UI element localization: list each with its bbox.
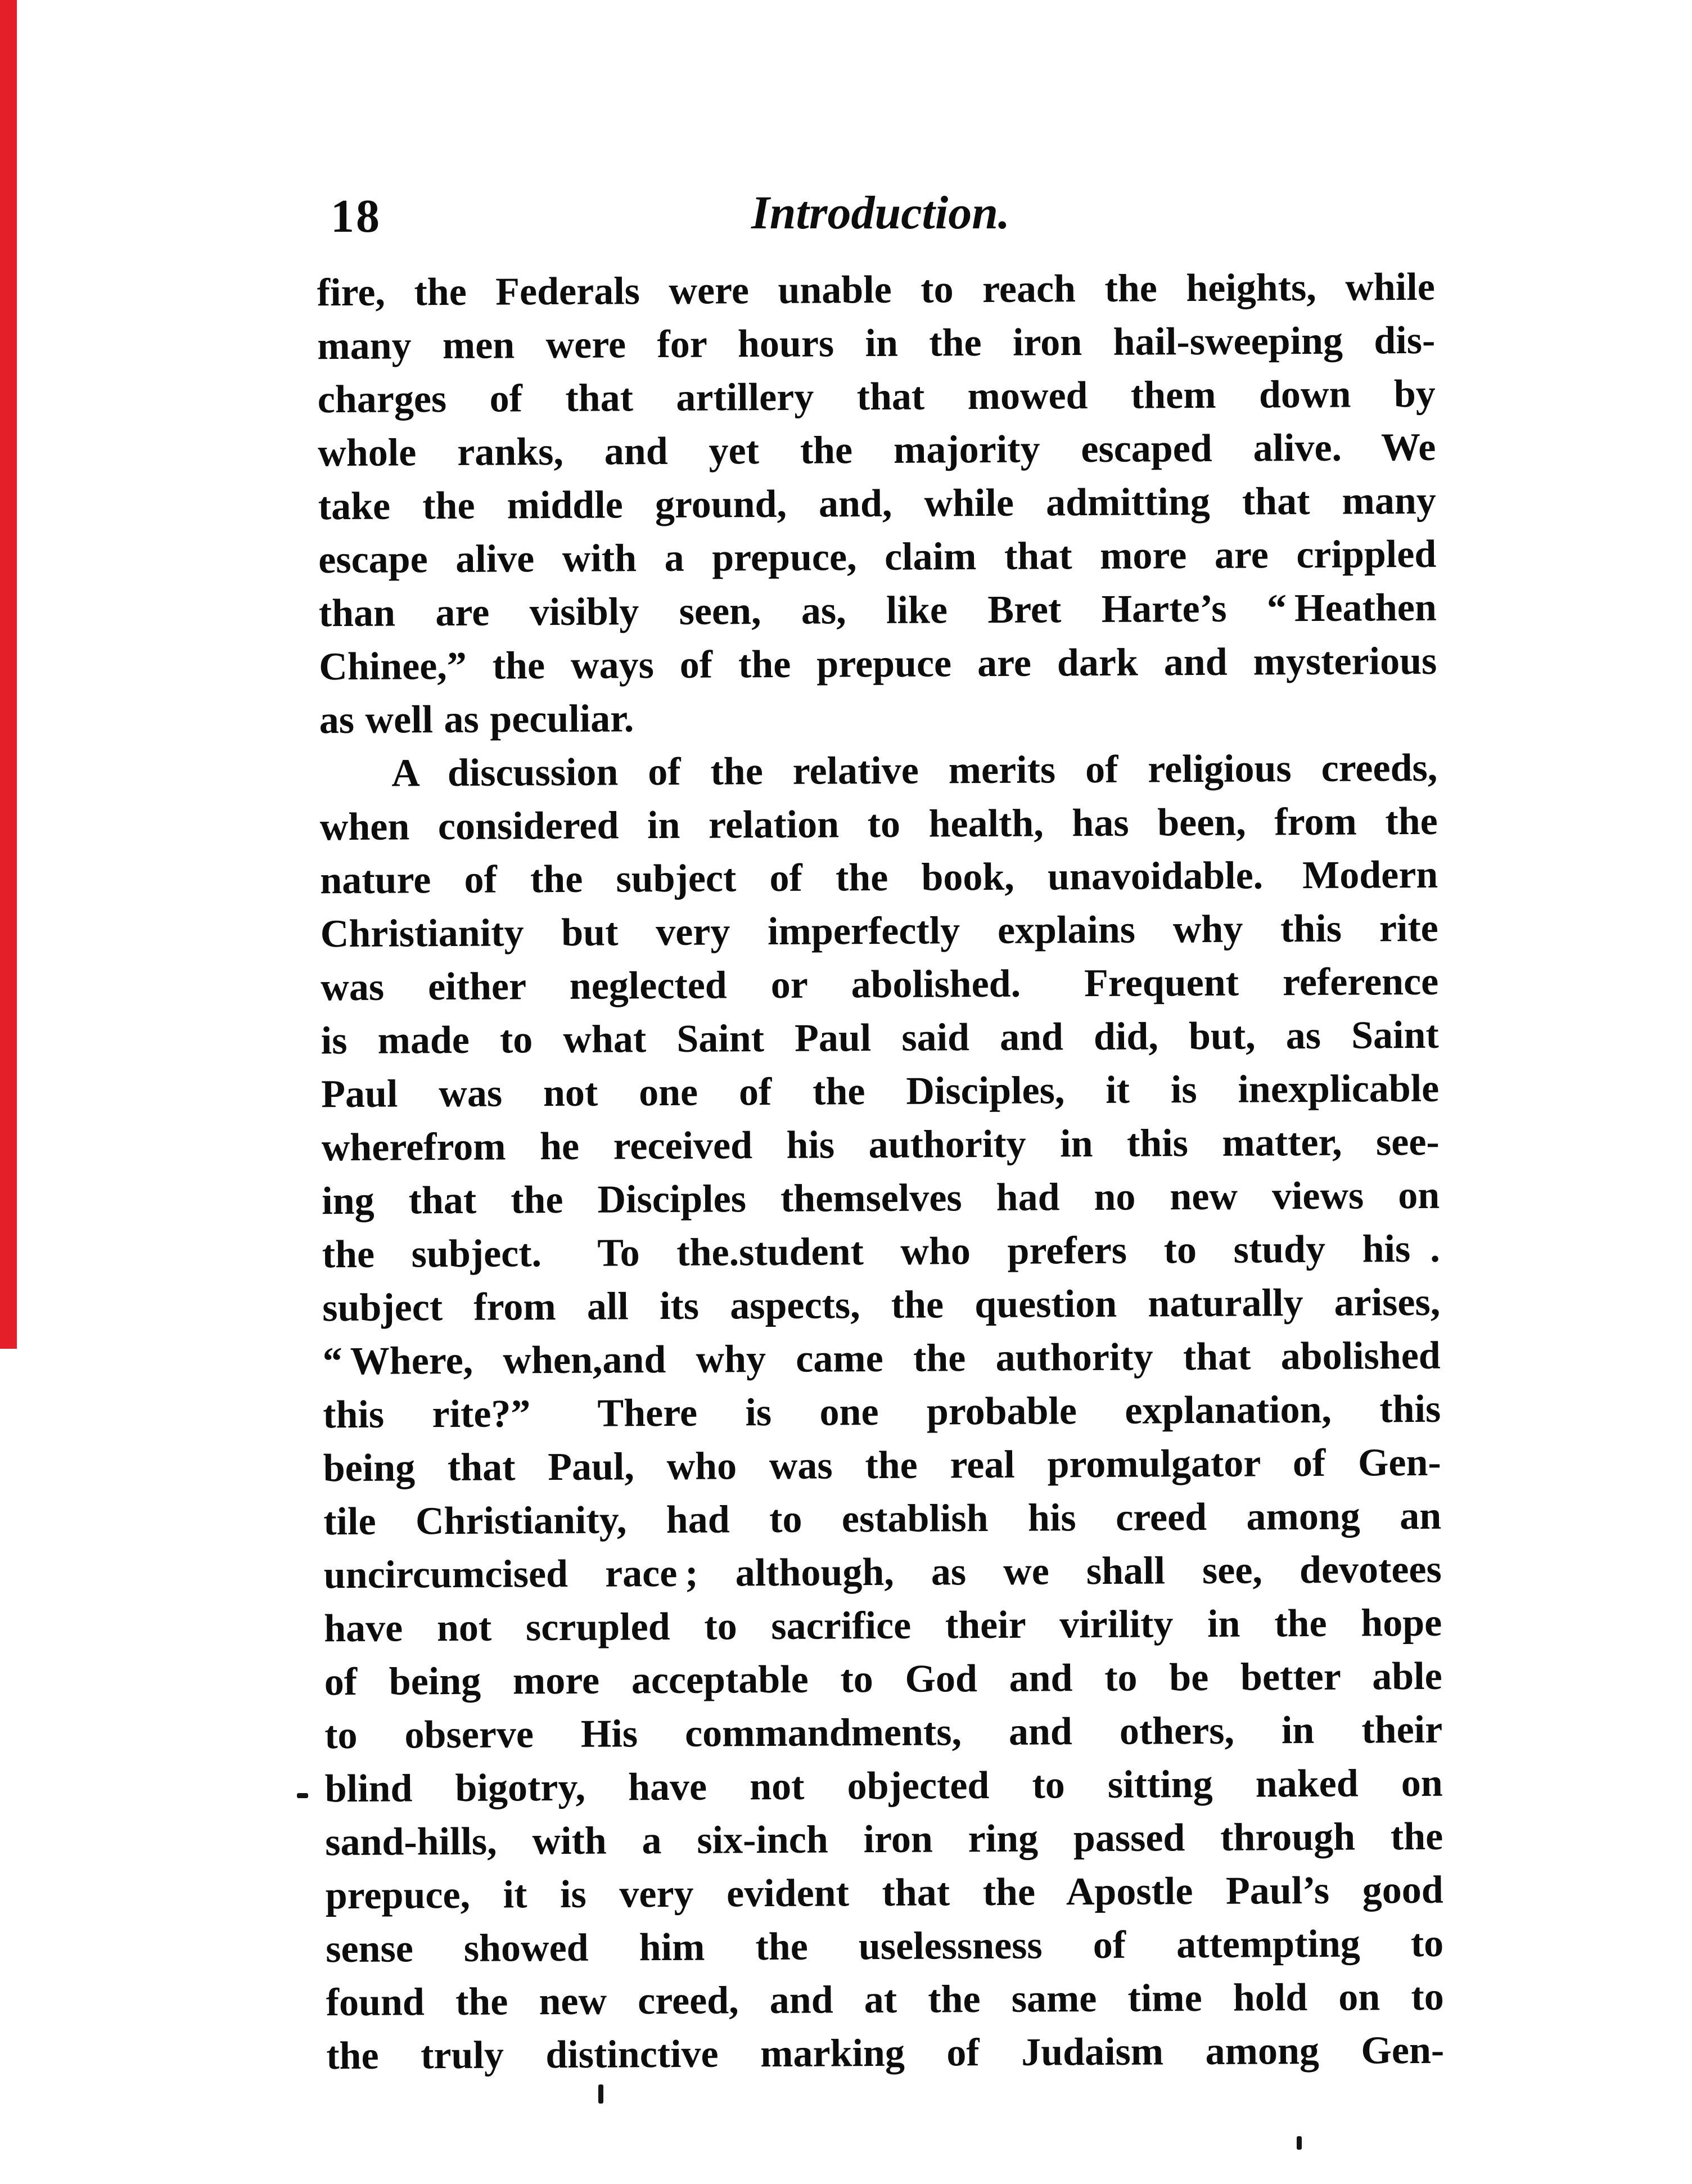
ink-speck-below-text <box>598 2084 603 2104</box>
text-line: whole ranks, and yet the majority escaped alive. We <box>318 425 1436 475</box>
text-line: nature of the subject of the book, unavoidable. Modern <box>320 853 1438 903</box>
text-line: is made to what Saint Paul said and did, but, as Saint <box>321 1013 1439 1063</box>
text-line: to observe His commandments, and others, in their <box>324 1708 1443 1758</box>
text-line: prepuce, it is very evident that the Apostle Paul’s good <box>325 1868 1443 1918</box>
text-line: take the middle ground, and, while admitting that many <box>318 479 1436 529</box>
ink-speck-bottom-right <box>1297 2136 1302 2150</box>
text-line: charges of that artillery that mowed them down by <box>317 372 1436 422</box>
text-line: subject from all its aspects, the question naturally arises, <box>322 1280 1441 1330</box>
scan-edge-red-bar <box>0 0 17 1349</box>
text-line: of being more acceptable to God and to be better able <box>324 1654 1442 1704</box>
text-line: “ Where, when,and why came the authority that abolished <box>322 1334 1441 1384</box>
text-line: being that Paul, who was the real promulgator of Gen- <box>323 1440 1441 1490</box>
text-line: found the new creed, and at the same time hold on to <box>326 1975 1444 2025</box>
text-line: the truly distinctive marking of Judaism among Gen- <box>326 2028 1445 2078</box>
text-line: have not scrupled to sacrifice their virility in the hope <box>324 1601 1442 1651</box>
running-title: Introduction. <box>751 187 1010 239</box>
text-line: was either neglected or abolished. Frequent reference <box>321 960 1439 1010</box>
text-line: Paul was not one of the Disciples, it is inexplicable <box>321 1066 1440 1116</box>
ink-speck-left-margin <box>297 1793 308 1798</box>
text-line: when considered in relation to health, has been, from the <box>319 799 1438 849</box>
text-line: than are visibly seen, as, like Bret Harte’s “ Heathen <box>318 586 1437 636</box>
text-line: as well as peculiar. <box>319 697 634 742</box>
text-line: ing that the Disciples themselves had no new views on <box>322 1173 1440 1223</box>
text-line: escape alive with a prepuce, claim that more are crippled <box>318 532 1437 582</box>
text-line-paragraph-start: A discussion of the relative merits of religious creeds, <box>391 746 1438 795</box>
text-line: fire, the Federals were unable to reach the heights, while <box>317 265 1435 315</box>
text-line: uncircumcised race ; although, as we shall see, devotees <box>323 1547 1442 1597</box>
text-line: tile Christianity, had to establish his creed among an <box>323 1494 1442 1544</box>
text-line: wherefrom he received his authority in this matter, see- <box>321 1120 1440 1170</box>
text-line: Christianity but very imperfectly explains why this rite <box>320 906 1438 956</box>
text-line: Chinee,” the ways of the prepuce are dark and mysterious <box>319 639 1437 689</box>
page-text <box>317 260 1445 2083</box>
page-number: 18 <box>331 190 381 242</box>
text-line: sense showed him the uselessness of attempting to <box>326 1921 1444 1971</box>
text-line: many men were for hours in the iron hail-sweeping dis- <box>317 318 1436 368</box>
text-line: sand-hills, with a six-inch iron ring passed through the <box>325 1814 1443 1865</box>
text-line: the subject. To the.student who prefers to study his . <box>322 1227 1440 1277</box>
text-line: this rite?” There is one probable explanation, this <box>323 1387 1441 1437</box>
text-line: blind bigotry, have not objected to sitting naked on <box>324 1761 1443 1811</box>
